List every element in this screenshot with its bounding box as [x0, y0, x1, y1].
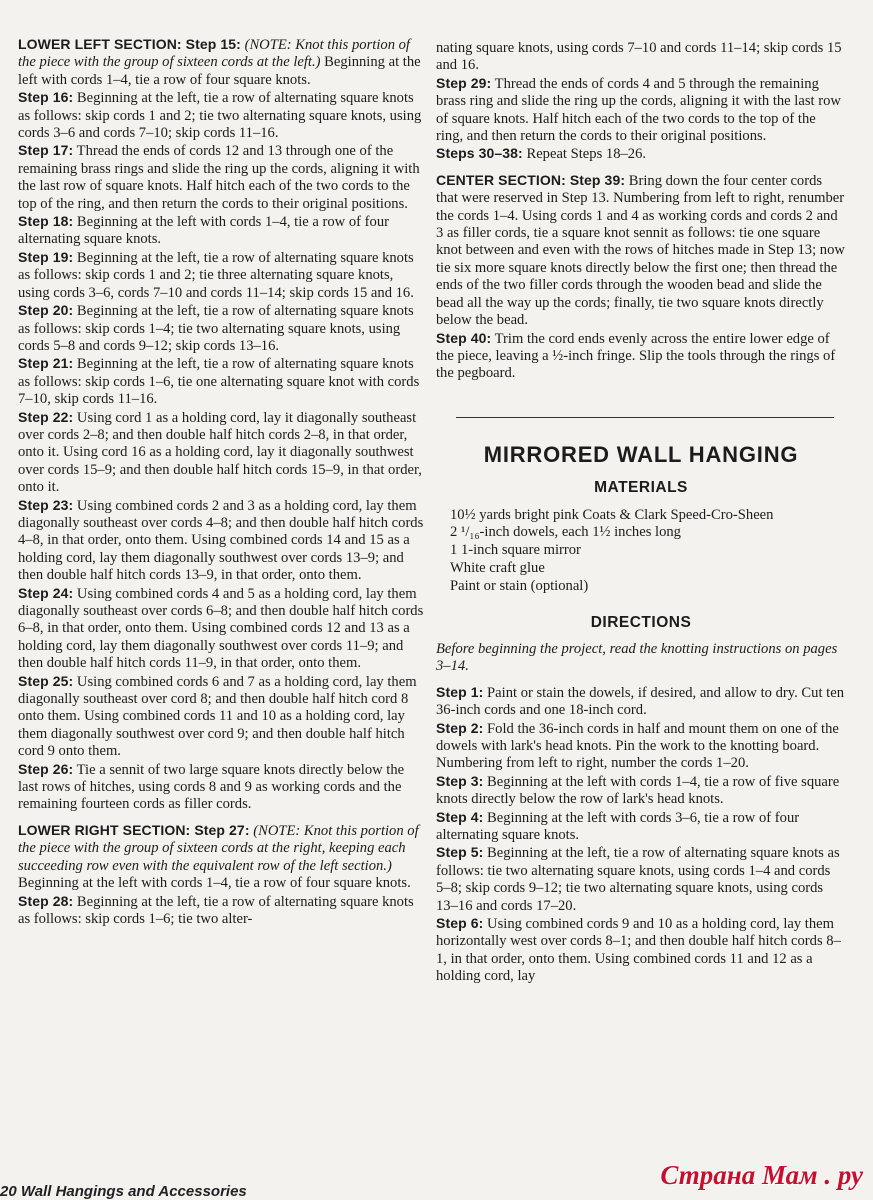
step-text: Fold the 36-inch cords in half and mount them on one of the dowels with lark's head knots. Pin the work to the knotting board. Numbering from left to right, number the cords 1–20.	[436, 720, 839, 772]
paragraph-steps-30-38	[436, 145, 846, 163]
directions-heading: DIRECTIONS	[590, 613, 692, 631]
paragraph-step-18	[18, 213, 424, 249]
step-text: Beginning at the left, tie a row of alternating square knots as follows: tie two alternating square knots, using cords 1–4 and cords 5–8; skip cords 9–12; tie two alternating square knots, using cords 13–16 and cords 17–20.	[436, 845, 840, 914]
step-text: Using combined cords 9 and 10 as a holding cord, lay them horizontally west over cords 8–1; and then double half hitch cords 8–1, in that order, onto them. Using combined cords 11 and 12 as a holding cord, lay	[436, 916, 841, 985]
step-text: Using cord 1 as a holding cord, lay it diagonally southeast over cords 2–8; and then double half hitch cords 2–8, in that order, onto it. Using cord 16 as a holding cord, lay it diagonally southwest over cords 15–9; and then double half hitch cords 15–9, in that order, onto it.	[18, 409, 422, 496]
step-text: Beginning at the left, tie a row of alternating square knots as follows: skip cords 1 and 2; tie three alternating square knots, using cords 3–6, cords 7–10 and cords 11–14; skip cords 15 and 16.	[18, 249, 414, 301]
step-label: Step 26:	[18, 760, 74, 777]
paragraph-step-23	[18, 497, 424, 585]
step-text: Beginning at the left with cords 3–6, tie a row of four alternating square knots.	[436, 809, 800, 843]
paragraph-step-28	[18, 893, 424, 929]
paragraph-lower-left-step-15	[18, 36, 424, 89]
step-text: Beginning at the left, tie a row of alternating square knots as follows: skip cords 1–4; tie two alternating square knots, using cords 5–8 and cords 9–12; skip cords 13–16.	[18, 303, 414, 354]
paragraph-step-22	[18, 409, 424, 497]
step-label: CENTER SECTION: Step 39:	[436, 171, 626, 188]
step-label: Steps 30–38:	[436, 145, 523, 162]
materials-item: Paint or stain (optional)	[450, 577, 589, 594]
right-column	[436, 0, 846, 986]
step-label: Step 5:	[436, 844, 484, 861]
section-divider	[456, 417, 834, 418]
step-label: Step 1:	[436, 683, 484, 700]
step-label: Step 28:	[18, 892, 74, 909]
paragraph-step-29	[436, 75, 846, 146]
paragraph-step-4	[436, 809, 846, 845]
page-footer: 20 Wall Hangings and Accessories	[0, 1183, 247, 1200]
materials-item: White craft glue	[450, 559, 545, 576]
step-label: Step 3:	[436, 772, 484, 789]
paragraph-step-40	[436, 330, 846, 383]
step-label: Step 22:	[18, 408, 74, 425]
step-text: Bring down the four center cords that were reserved in Step 13. Numbering from left to right, renumber the cords 1–4. Using cords 1 and 4 as working cords and cords 2 and 3 as filler cords, tie a square knot sennit as follows: tie one square knot between and even with the rows of hitches made in Step 13; now tie six more square knots directly below the first one; then thread the ends of the two filler cords through the wooden bead and slide the bead all the way up the cords; finally, tie two square knots directly below the bead.	[436, 172, 845, 329]
step-label: Step 17:	[18, 142, 74, 159]
step-label: Step 18:	[18, 213, 74, 230]
step-label: Step 25:	[18, 672, 74, 689]
materials-list	[450, 507, 846, 596]
note-text: (NOTE: Knot this portion of the piece with the group of sixteen cords at the right, keeping each succeeding row even with the equivalent row of the left section.)	[18, 822, 419, 874]
materials-item: 10½ yards bright pink Coats & Clark Speed-Cro-Sheen	[450, 506, 774, 523]
paragraph-step-16	[18, 89, 424, 142]
step-label: LOWER LEFT SECTION: Step 15:	[18, 36, 241, 52]
step-label: Step 40:	[436, 329, 492, 346]
step-text: Thread the ends of cords 4 and 5 through the remaining brass ring and slide the ring up the cords, aligning it with the last row of square knots. Half hitch each of the two cords to the top of the ring, and then return the cords to their original positions.	[436, 75, 841, 145]
paragraph-step-26	[18, 761, 424, 814]
paragraph-step-5	[436, 844, 846, 915]
step-text: Beginning at the left with cords 1–4, tie a row of four alternating square knots.	[18, 214, 389, 248]
paragraph-step-25	[18, 673, 424, 761]
step-label: Step 29:	[436, 74, 492, 91]
note-text: (NOTE: Knot this portion of the piece with the group of sixteen cords at the left.)	[18, 37, 410, 71]
paragraph-step-20	[18, 302, 424, 355]
paragraph-step-21	[18, 355, 424, 408]
paragraph-step-24	[18, 585, 424, 673]
step-label: Step 20:	[18, 302, 74, 319]
paragraph-step-6	[436, 915, 846, 986]
step-text: Using combined cords 2 and 3 as a holding cord, lay them diagonally southeast over cords 4–8; and then double half hitch cords 4–8, in that order, onto them. Using combined cords 14 and 15 as a holding cord, lay them diagonally southwest over cords 13–9; and then double half hitch cords 13–9, in that order, onto them.	[18, 497, 424, 584]
step-label: Step 19:	[18, 248, 74, 265]
paragraph-step-1	[436, 684, 846, 720]
step-text: Beginning at the left with cords 1–4, tie a row of four square knots.	[18, 54, 421, 88]
step-text: Beginning at the left with cords 1–4, tie a row of five square knots directly below the row of lark's head knots.	[436, 773, 840, 808]
step-text: Beginning at the left with cords 1–4, tie a row of four square knots.	[18, 875, 411, 892]
step-label: Step 2:	[436, 719, 484, 736]
step-label: Step 6:	[436, 915, 484, 932]
step-text: Beginning at the left, tie a row of alternating square knots as follows: skip cords 1–6, tie one alternating square knot with cords 7–10, skip cords 11–16.	[18, 356, 420, 408]
materials-item: 1 1-inch square mirror	[450, 542, 581, 559]
paragraph-center-step-39	[436, 172, 846, 330]
materials-item: 2 ¹/₁₆-inch dowels, each 1½ inches long	[450, 524, 681, 541]
paragraph-step-17	[18, 142, 424, 213]
step-text: Beginning at the left, tie a row of alternating square knots as follows: skip cords 1–6; tie two alter-	[18, 893, 414, 927]
step-label: Step 24:	[18, 584, 74, 601]
watermark: Страна Мам . ру	[660, 1160, 863, 1190]
step-text: Using combined cords 4 and 5 as a holding cord, lay them diagonally southeast over cords 6–8; and then double half hitch cords 6–8, in that order, onto them. Using combined cords 12 and 13 as a holding cord, lay them diagonally southwest over cords 11–9; and then double half hitch cords 11–9, in that order, onto them.	[18, 585, 424, 672]
step-label: Step 16:	[18, 89, 74, 106]
materials-heading: MATERIALS	[594, 479, 688, 497]
paragraph-step-3	[436, 773, 846, 809]
paragraph-step-2	[436, 720, 846, 773]
step-text: Using combined cords 6 and 7 as a holding cord, lay them diagonally southeast over cord 8; and then double half hitch cord 8 onto them. Using combined cords 11 and 10 as a holding cord, lay them diagonally southwest over cord 9; and then double half hitch cord 9 onto them.	[18, 673, 417, 760]
step-text: Repeat Steps 18–26.	[526, 146, 647, 163]
directions-intro: Before beginning the project, read the knotting instructions on pages 3–14.	[436, 640, 838, 675]
project-title: MIRRORED WALL HANGING	[483, 441, 799, 467]
step-text: Tie a sennit of two large square knots directly below the last rows of hitches, using cords 8 and 9 as working cords and the remaining fourteen cords as filler cords.	[18, 761, 405, 813]
step-text: Paint or stain the dowels, if desired, and allow to dry. Cut ten 36-inch cords and one 18-inch cord.	[436, 684, 844, 719]
step-text: Beginning at the left, tie a row of alternating square knots as follows: skip cords 1 and 2; tie two alternating square knots, using cords 3–6 and cords 7–10; skip cords 11–16.	[18, 90, 422, 142]
paragraph-lower-right-step-27	[18, 822, 424, 893]
step-label: Step 21:	[18, 355, 74, 372]
left-column	[18, 0, 424, 928]
paragraph-step-19	[18, 249, 424, 302]
continued-text: nating square knots, using cords 7–10 and cords 11–14; skip cords 15 and 16.	[436, 40, 842, 74]
step-text: Trim the cord ends evenly across the entire lower edge of the piece, leaving a ½-inch fringe. Slip the tools through the rings of the pegboard.	[436, 330, 836, 382]
step-label: Step 4:	[436, 808, 484, 825]
step-label: LOWER RIGHT SECTION: Step 27:	[18, 821, 250, 838]
step-label: Step 23:	[18, 496, 74, 513]
step-text: Thread the ends of cords 12 and 13 through one of the remaining brass rings and slide the ring up the cords, aligning it with the last row of square knots. Half hitch each of the two cords to the top of the ring, and then return the cords to their original positions.	[18, 143, 420, 212]
